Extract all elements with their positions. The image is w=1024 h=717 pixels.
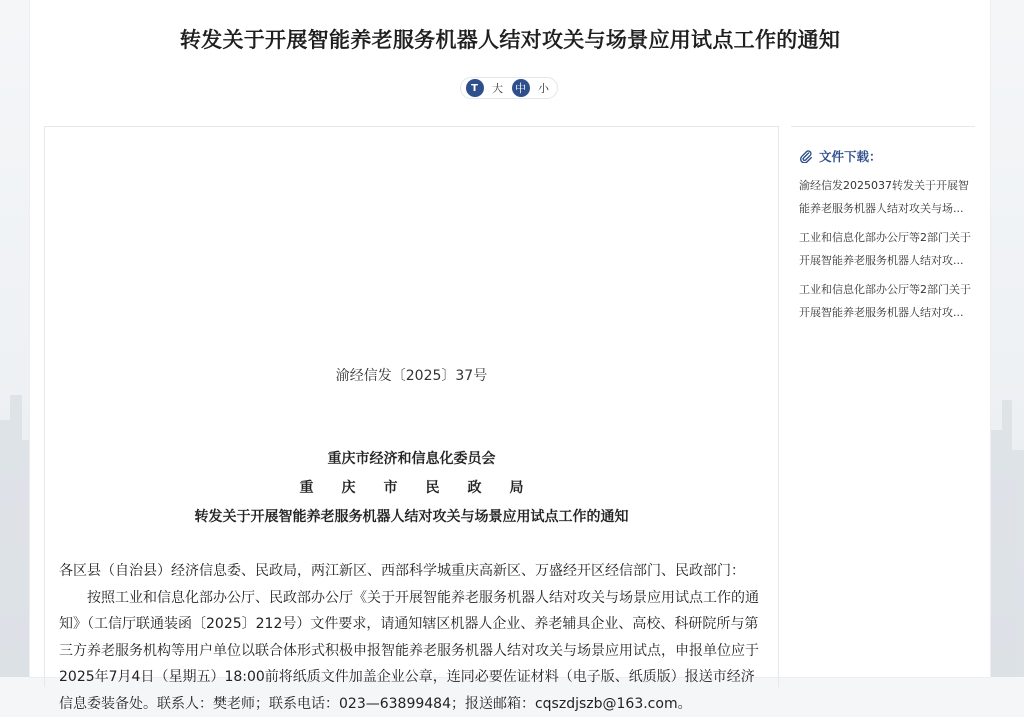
issuer-char: 局 [510, 477, 524, 497]
document-number: 渝经信发〔2025〕37号 [45, 365, 778, 385]
downloads-sidebar [799, 146, 979, 330]
font-size-icon: T [466, 79, 484, 97]
sidebar-divider [791, 126, 975, 127]
download-link-line2: 开展智能养老服务机器人结对攻... [799, 249, 979, 272]
page-title: 转发关于开展智能养老服务机器人结对攻关与场景应用试点工作的通知 [30, 24, 990, 54]
download-link-line1: 工业和信息化部办公厅等2部门关于 [799, 226, 979, 249]
font-size-medium-option[interactable]: 中 [512, 79, 530, 97]
font-size-switcher [460, 77, 558, 99]
body-paragraph: 按照工业和信息化部办公厅、民政部办公厅《关于开展智能养老服务机器人结对攻关与场景应用试点工作的通知》（工信厅联通装函〔2025〕212号）文件要求，请通知辖区机器人企业、养老辅具企业、高校、科研院所与第三方养老服务机构等用户单位以联合体形式积极申报智能养老服务机器人结对攻关与场景应用试点，申报单位应于2025年7月4日（星期五）18:00前将纸质文件加盖企业公章，连同必要佐证材料（电子版、纸质版）报送市经济信息委装备处。联系人：樊老师；联系电话：023—63899484；报送邮箱：cqszdjszb@163.com。 [59, 585, 767, 717]
article-page [30, 0, 990, 677]
issuer-char: 重 [300, 477, 314, 497]
download-link-line2: 开展智能养老服务机器人结对攻... [799, 301, 979, 324]
downloads-header-label: 文件下载： [819, 147, 882, 165]
notice-title: 转发关于开展智能养老服务机器人结对攻关与场景应用试点工作的通知 [45, 506, 778, 526]
article-content [44, 126, 779, 687]
downloads-list [799, 174, 979, 324]
salutation: 各区县（自治县）经济信息委、民政局，两江新区、西部科学城重庆高新区、万盛经开区经信部门、民政部门： [59, 558, 767, 585]
download-link[interactable] [799, 174, 979, 220]
issuer-char: 市 [384, 477, 398, 497]
download-link-line1: 工业和信息化部办公厅等2部门关于 [799, 278, 979, 301]
download-link-line2: 能养老服务机器人结对攻关与场... [799, 197, 979, 220]
download-link[interactable] [799, 226, 979, 272]
font-size-large-option[interactable]: 大 [489, 79, 507, 97]
font-size-small-option[interactable]: 小 [535, 79, 553, 97]
article-body [59, 558, 767, 717]
issuer-char: 政 [468, 477, 482, 497]
downloads-header [799, 146, 979, 166]
paperclip-icon [799, 149, 813, 163]
issuer-economic-commission: 重庆市经济和信息化委员会 [45, 448, 778, 468]
issuer-civil-affairs-bureau [45, 477, 778, 497]
download-link-line1: 渝经信发2025037转发关于开展智 [799, 174, 979, 197]
issuer-char: 庆 [342, 477, 356, 497]
download-link[interactable] [799, 278, 979, 324]
issuer-char: 民 [426, 477, 440, 497]
